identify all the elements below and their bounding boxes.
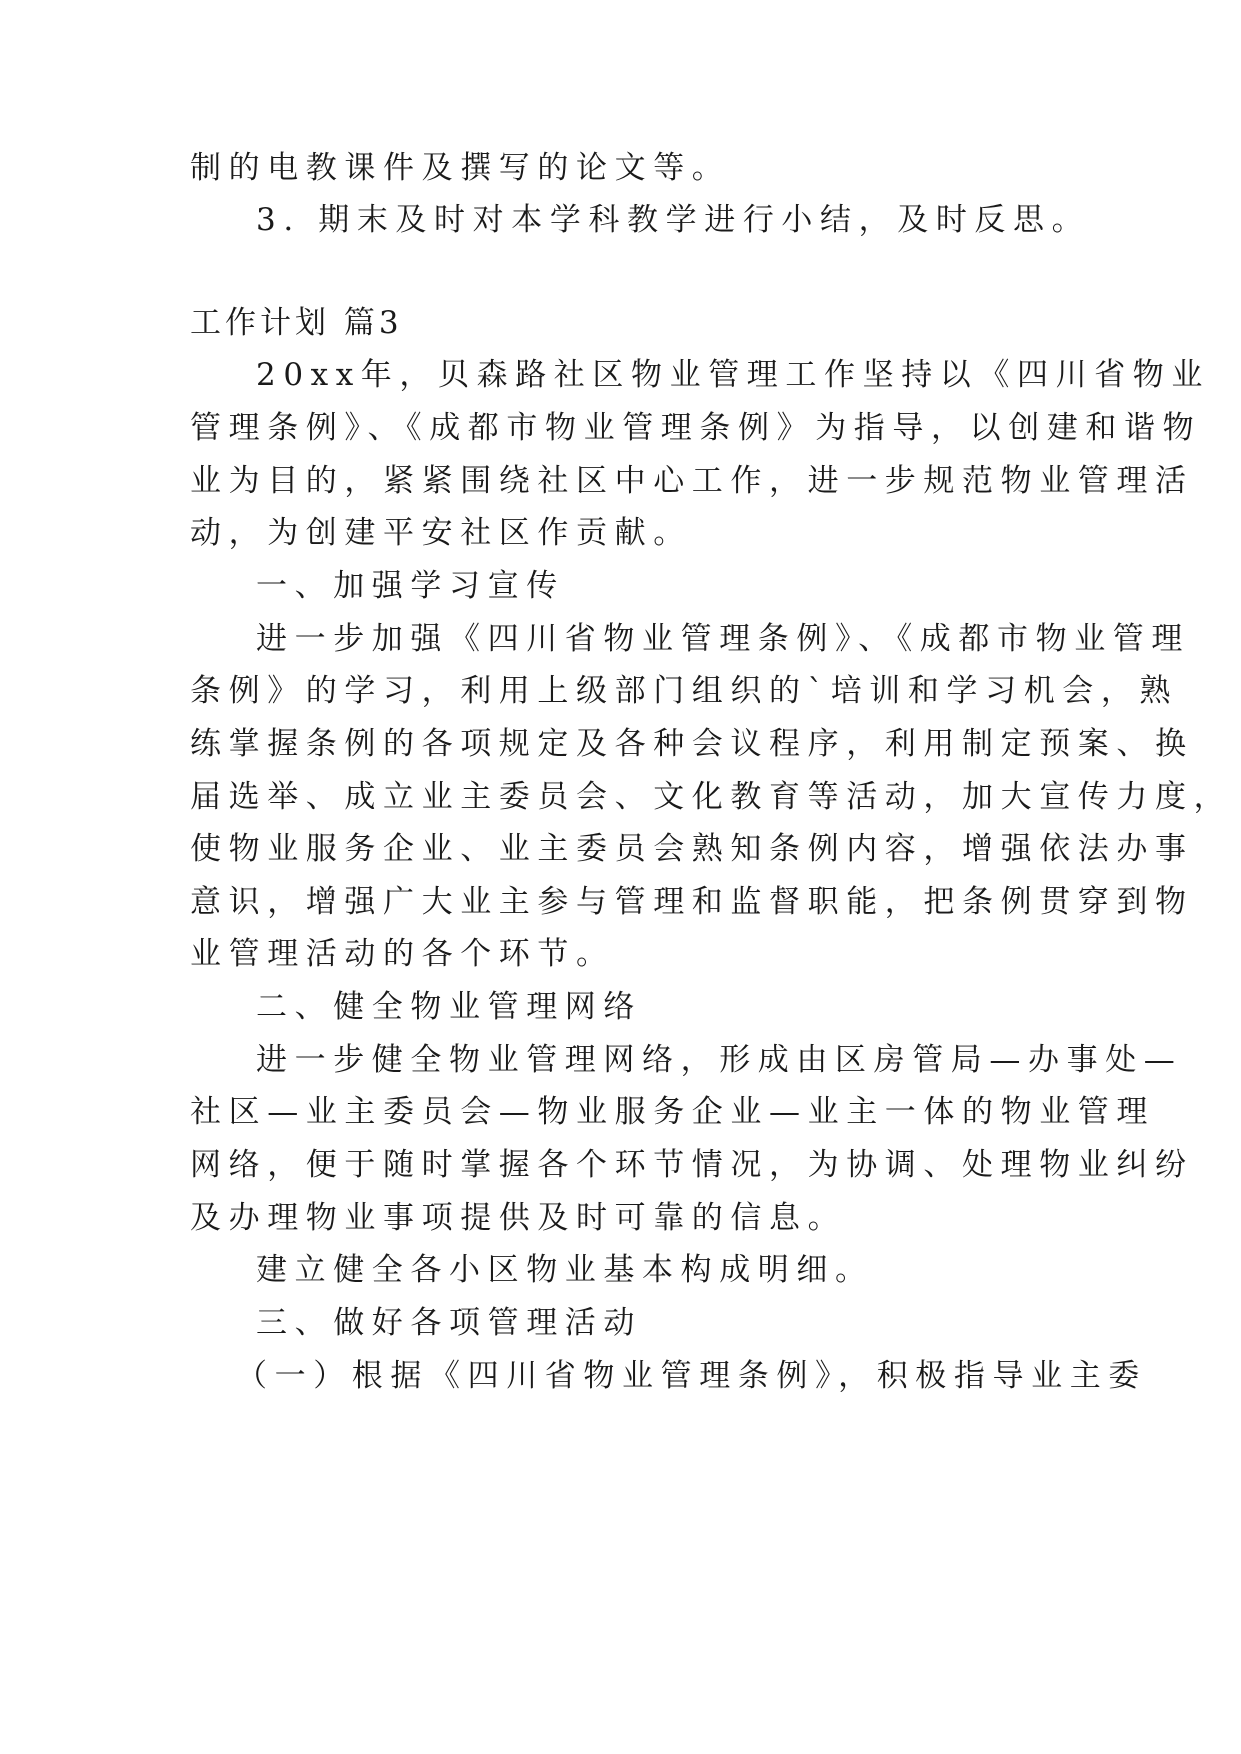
paragraph-line: （一）根据《四川省物业管理条例》，积极指导业主委 [236, 1358, 1147, 1394]
paragraph-line: 网络，便于随时掌握各个环节情况，为协调、处理物业纠纷 [190, 1147, 1194, 1183]
paragraph-line: 练掌握条例的各项规定及各种会议程序，利用制定预案、换 [190, 726, 1194, 762]
paragraph-line: 动，为创建平安社区作贡献。 [190, 515, 692, 551]
paragraph-line: 建立健全各小区物业基本构成明细。 [256, 1252, 874, 1288]
paragraph-line: 使物业服务企业、业主委员会熟知条例内容，增强依法办事 [190, 831, 1194, 867]
subsection-heading: 二、健全物业管理网络 [256, 989, 642, 1025]
section-heading: 工作计划 篇3 [190, 305, 403, 341]
paragraph-line: 业管理活动的各个环节。 [190, 936, 615, 972]
subsection-heading: 一、加强学习宣传 [256, 568, 565, 604]
paragraph-line: 届选举、成立业主委员会、文化教育等活动，加大宣传力度， [190, 779, 1233, 815]
paragraph-line: 社区—业主委员会—物业服务企业—业主一体的物业管理 [190, 1094, 1155, 1130]
paragraph-line: 管理条例》、《成都市物业管理条例》为指导，以创建和谐物 [190, 410, 1202, 446]
paragraph-line: 进一步加强《四川省物业管理条例》、《成都市物业管理 [256, 621, 1190, 657]
subsection-heading: 三、做好各项管理活动 [256, 1305, 642, 1341]
paragraph-line: 进一步健全物业管理网络，形成由区房管局—办事处— [256, 1042, 1183, 1078]
paragraph-line: 条例》的学习，利用上级部门组织的`培训和学习机会，熟 [190, 673, 1179, 709]
paragraph-line: 20xx年，贝森路社区物业管理工作坚持以《四川省物业 [256, 357, 1211, 393]
list-item: 3. 期末及时对本学科教学进行小结，及时反思。 [256, 202, 1091, 238]
paragraph-line: 及办理物业事项提供及时可靠的信息。 [190, 1200, 847, 1236]
paragraph-line: 业为目的，紧紧围绕社区中心工作，进一步规范物业管理活 [190, 463, 1194, 499]
paragraph-line: 意识，增强广大业主参与管理和监督职能，把条例贯穿到物 [190, 884, 1194, 920]
paragraph-line: 制的电教课件及撰写的论文等。 [190, 150, 731, 186]
